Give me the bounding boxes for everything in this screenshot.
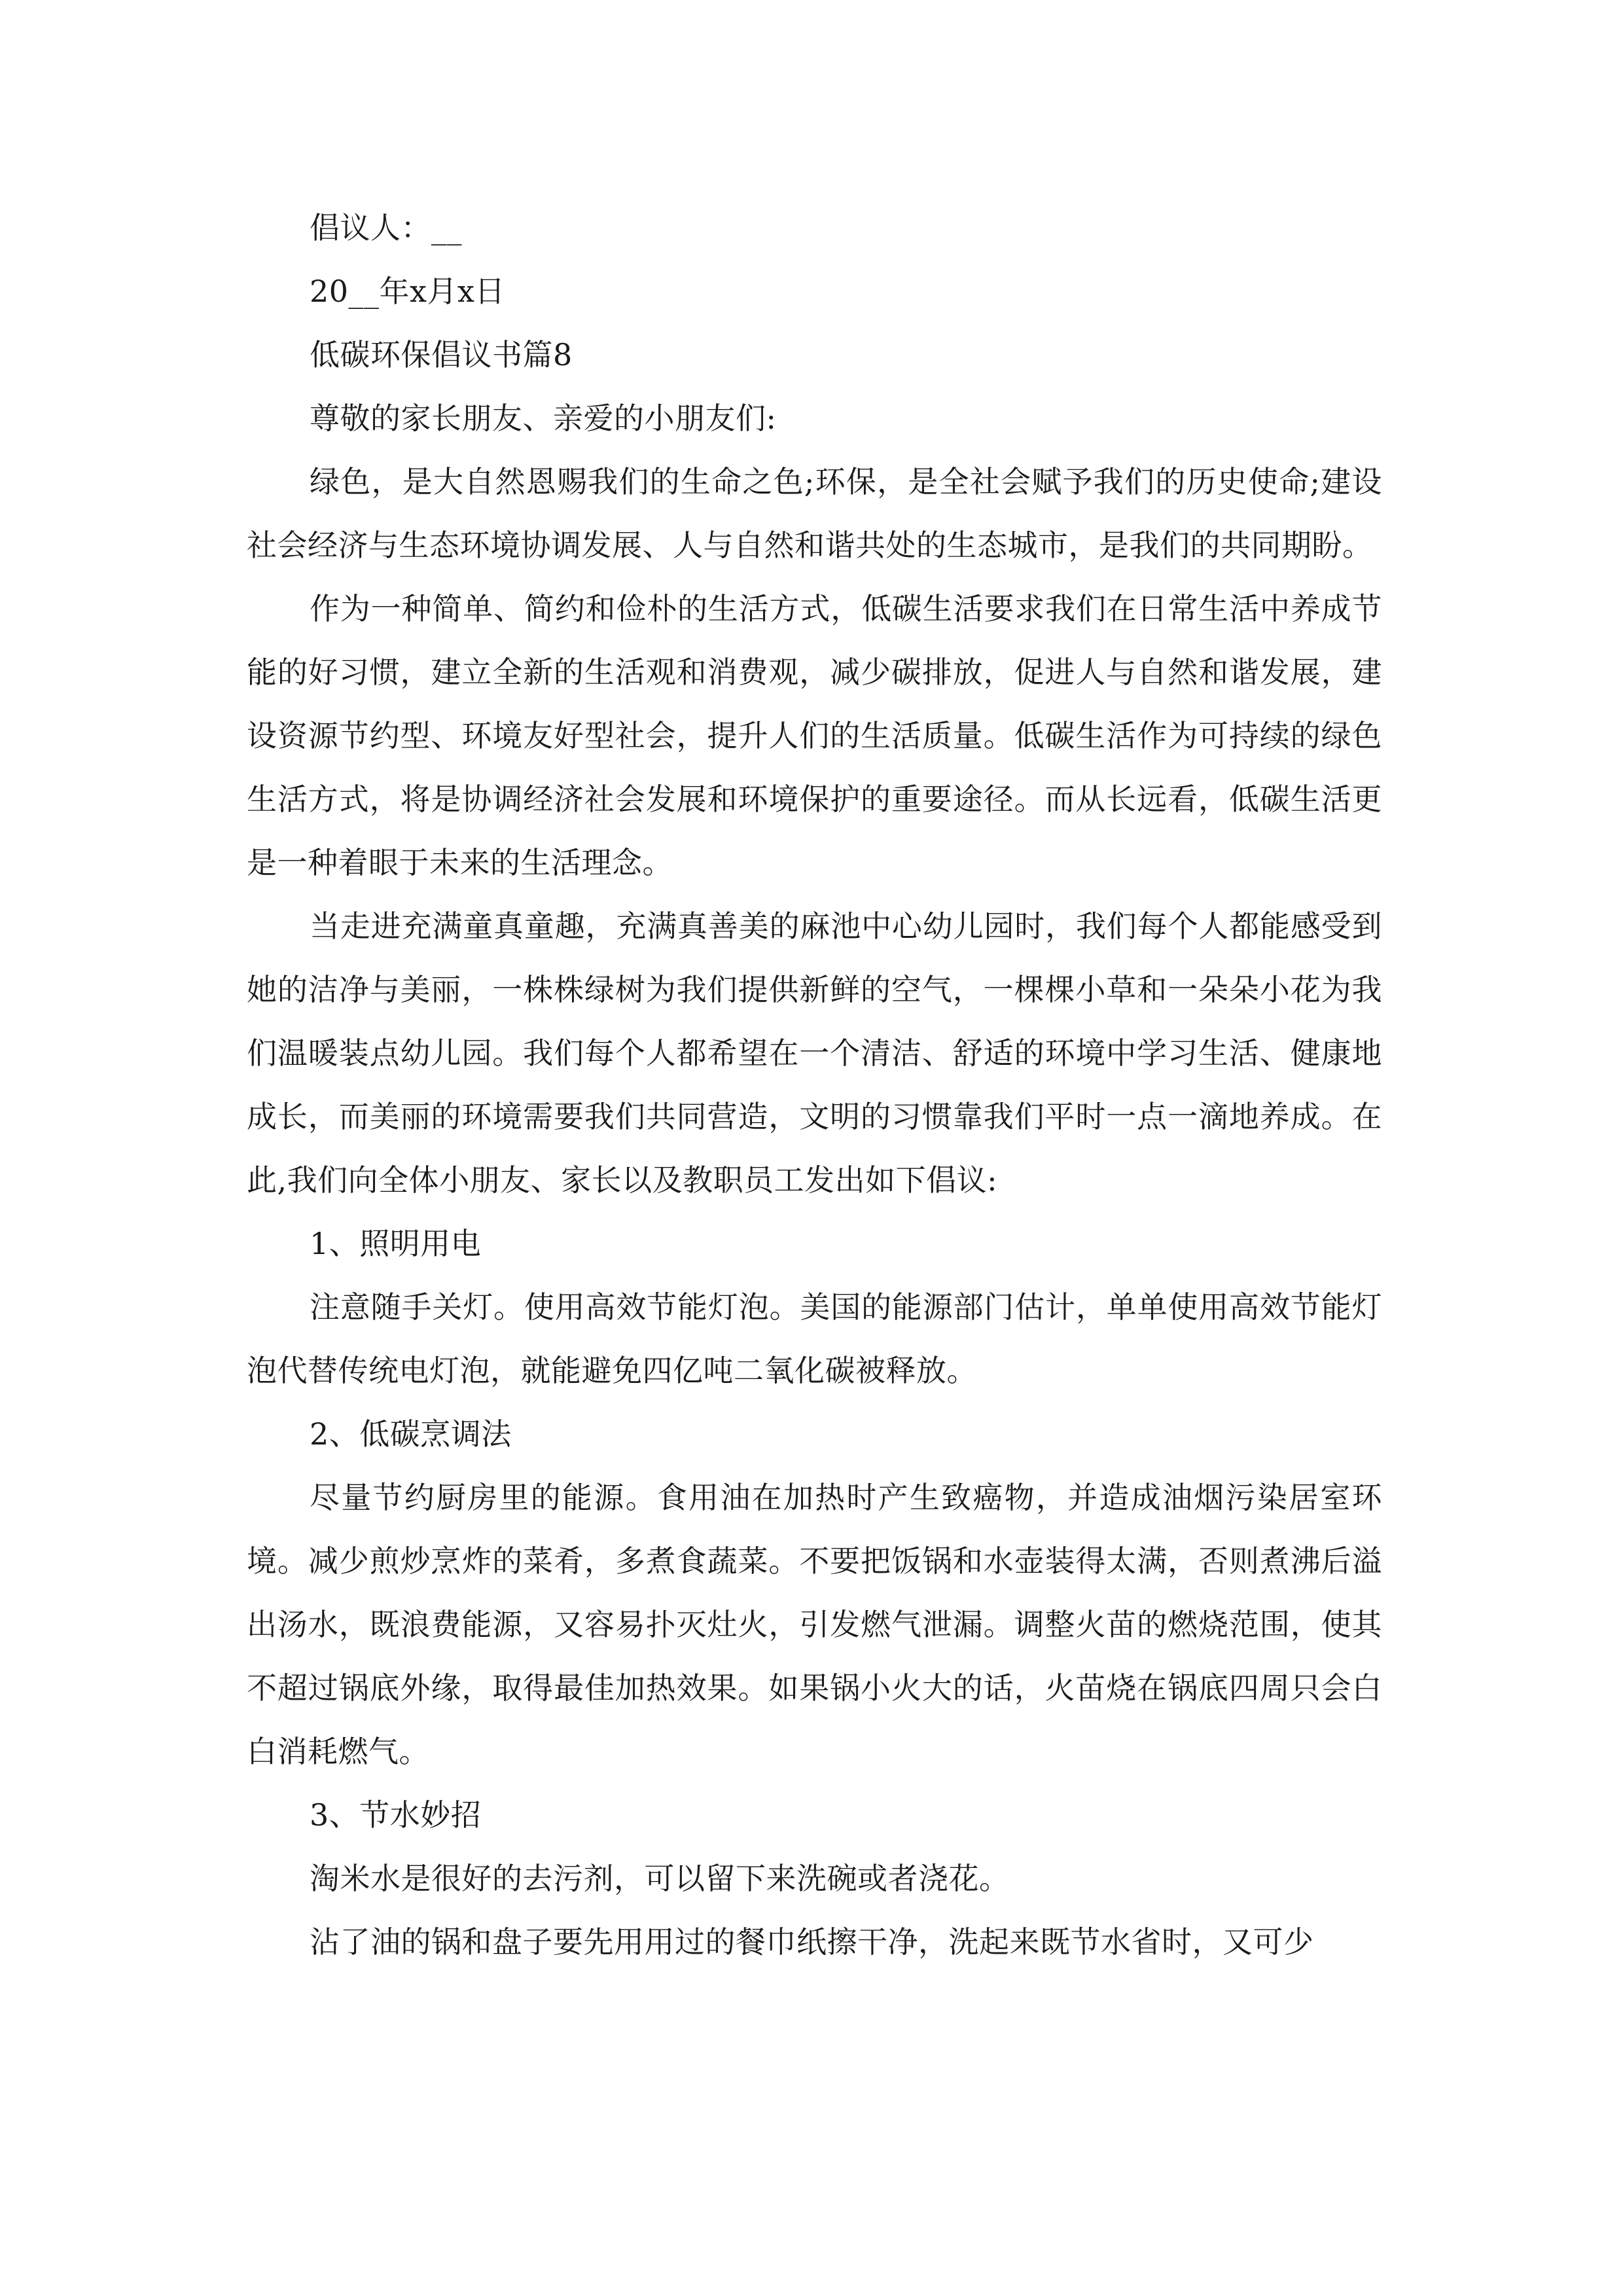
paragraph-last: 沾了油的锅和盘子要先用用过的餐巾纸擦干净，洗起来既节水省时，又可少 bbox=[310, 1924, 1314, 1960]
item-heading-lighting: 1、照明用电 bbox=[310, 1226, 482, 1261]
item-heading-water: 3、节水妙招 bbox=[310, 1797, 482, 1833]
paragraph-intro: 绿色，是大自然恩赐我们的生命之色;环保，是全社会赋予我们的历史使命;建设社会经济与生态环境协调发展、人与自然和谐共处的生态城市，是我们的共同期盼。 bbox=[247, 464, 1382, 563]
document-body bbox=[247, 196, 1382, 1974]
signer-line: 倡议人：__ bbox=[310, 210, 462, 245]
paragraph-kindergarten: 当走进充满童真童趣，充满真善美的麻池中心幼儿园时，我们每个人都能感受到她的洁净与美丽，一株株绿树为我们提供新鲜的空气，一棵棵小草和一朵朵小花为我们温暖装点幼儿园。我们每个人都希望在一个清洁、舒适的环境中学习生活、健康地成长，而美丽的环境需要我们共同营造，文明的习惯靠我们平时一点一滴地养成。在此,我们向全体小朋友、家长以及教职员工发出如下倡议: bbox=[247, 908, 1382, 1198]
item-text-cooking: 尽量节约厨房里的能源。食用油在加热时产生致癌物，并造成油烟污染居室环境。减少煎炒烹炸的菜肴，多煮食蔬菜。不要把饭锅和水壶装得太满，否则煮沸后溢出汤水，既浪费能源，又容易扑灭灶火，引发燃气泄漏。调整火苗的燃烧范围，使其不超过锅底外缘，取得最佳加热效果。如果锅小火大的话，火苗烧在锅底四周只会白白消耗燃气。 bbox=[247, 1480, 1382, 1769]
item-heading-cooking: 2、低碳烹调法 bbox=[310, 1416, 512, 1452]
item-text-water: 淘米水是很好的去污剂，可以留下来洗碗或者浇花。 bbox=[310, 1861, 1010, 1896]
paragraph-lifestyle: 作为一种简单、简约和俭朴的生活方式，低碳生活要求我们在日常生活中养成节能的好习惯，建立全新的生活观和消费观，减少碳排放，促进人与自然和谐发展，建设资源节约型、环境友好型社会，提升人们的生活质量。低碳生活作为可持续的绿色生活方式，将是协调经济社会发展和环境保护的重要途径。而从长远看，低碳生活更是一种着眼于未来的生活理念。 bbox=[247, 591, 1382, 880]
greeting-line: 尊敬的家长朋友、亲爱的小朋友们: bbox=[310, 401, 777, 436]
date-line: 20__年x月x日 bbox=[310, 274, 505, 309]
section-title: 低碳环保倡议书篇8 bbox=[310, 337, 573, 372]
item-text-lighting: 注意随手关灯。使用高效节能灯泡。美国的能源部门估计，单单使用高效节能灯泡代替传统电灯泡，就能避免四亿吨二氧化碳被释放。 bbox=[247, 1289, 1382, 1388]
